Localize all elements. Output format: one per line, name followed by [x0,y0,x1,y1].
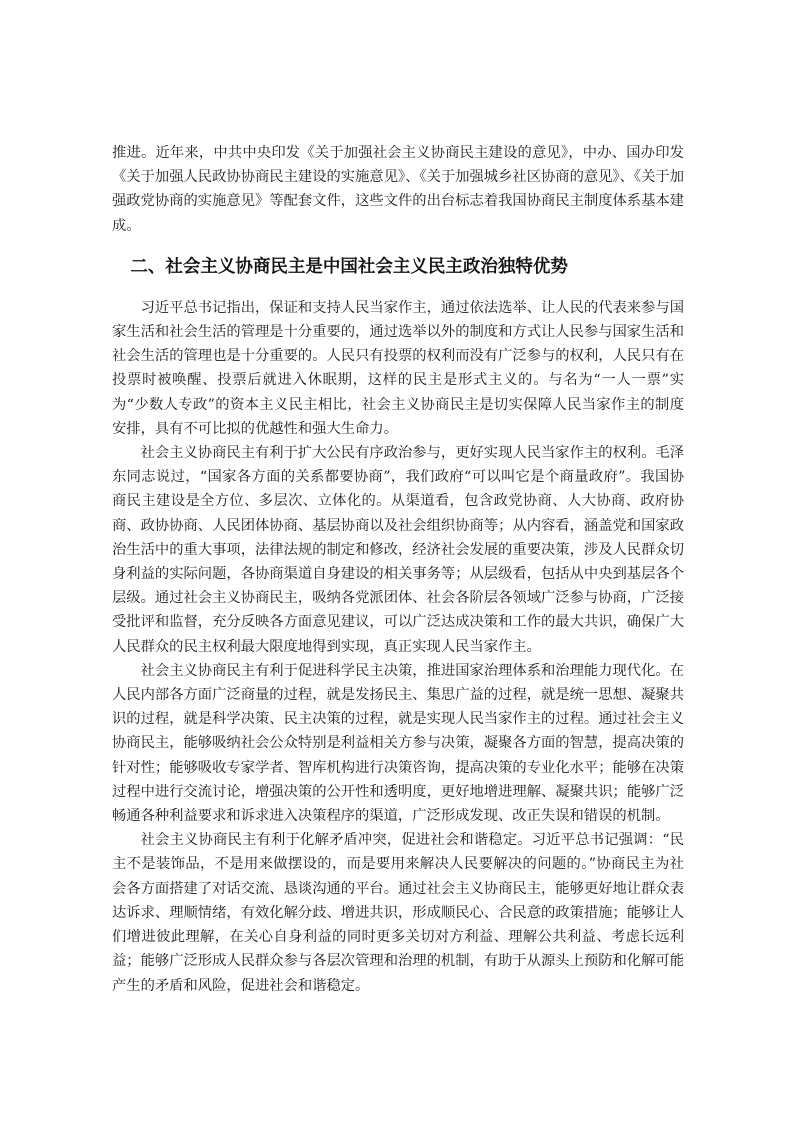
document-body [112,141,684,998]
body-paragraph: 社会主义协商民主有利于化解矛盾冲突，促进社会和谐稳定。习近平总书记强调：“民主不是装饰品，不是用来做摆设的，而是要用来解决人民要解决的问题的。”协商民主为社会各方面搭建了对话交流、恳谈沟通的平台。通过社会主义协商民主，能够更好地让群众表达诉求、理顺情绪，有效化解分歧、增进共识，形成顺民心、合民意的政策措施；能够让人们增进彼此理解，在关心自身利益的同时更多关切对方利益、理解公共利益、考虑长远利益；能够广泛形成人民群众参与各层次管理和治理的机制，有助于从源头上预防和化解可能产生的矛盾和风险，促进社会和谐稳定。 [112,832,684,994]
intro-paragraph: 推进。近年来，中共中央印发《关于加强社会主义协商民主建设的意见》，中办、国办印发《关于加强人民政协协商民主建设的实施意见》、《关于加强城乡社区协商的意见》、《关于加强政党协商的实施意见》等配套文件，这些文件的出台标志着我国协商民主制度体系基本建成。 [112,145,684,234]
body-paragraph: 社会主义协商民主有利于促进科学民主决策，推进国家治理体系和治理能力现代化。在人民内部各方面广泛商量的过程，就是发扬民主、集思广益的过程，就是统一思想、凝聚共识的过程，就是科学决策、民主决策的过程，就是实现人民当家作主的过程。通过社会主义协商民主，能够吸纳社会公众特别是利益相关方参与决策，凝聚各方面的智慧，提高决策的针对性；能够吸收专家学者、智库机构进行决策咨询，提高决策的专业化水平；能够在决策过程中进行交流讨论，增强决策的公开性和透明度，更好地增进理解、凝聚共识；能够广泛畅通各种利益要求和诉求进入决策程序的渠道，广泛形成发现、改正失误和错误的机制。 [112,662,684,825]
body-paragraph: 习近平总书记指出，保证和支持人民当家作主，通过依法选举、让人民的代表来参与国家生活和社会生活的管理是十分重要的，通过选举以外的制度和方式让人民参与国家生活和社会生活的管理也是十分重要的。人民只有投票的权利而没有广泛参与的权利，人民只有在投票时被唤醒、投票后就进入休眠期，这样的民主是形式主义的。与名为“一人一票”实为“少数人专政”的资本主义民主相比，社会主义协商民主是切实保障人民当家作主的制度安排，具有不可比拟的优越性和强大生命力。 [112,299,684,437]
section-heading: 二、社会主义协商民主是中国社会主义民主政治独特优势 [130,256,568,277]
body-paragraph: 社会主义协商民主有利于扩大公民有序政治参与，更好实现人民当家作主的权利。毛泽东同志说过，“国家各方面的关系都要协商”，我们政府“可以叫它是个商量政府”。我国协商民主建设是全方位、多层次、立体化的。从渠道看，包含政党协商、人大协商、政府协商、政协协商、人民团体协商、基层协商以及社会组织协商等；从内容看，涵盖党和国家政治生活中的重大事项，法律法规的制定和修改，经济社会发展的重要决策，涉及人民群众切身利益的实际问题，各协商渠道自身建设的相关事务等；从层级看，包括从中央到基层各个层级。通过社会主义协商民主，吸纳各党派团体、社会各阶层各领域广泛参与协商，广泛接受批评和监督，充分反映各方面意见建议，可以广泛达成决策和工作的最大共识，确保广大人民群众的民主权利最大限度地得到实现，真正实现人民当家作主。 [112,445,684,655]
